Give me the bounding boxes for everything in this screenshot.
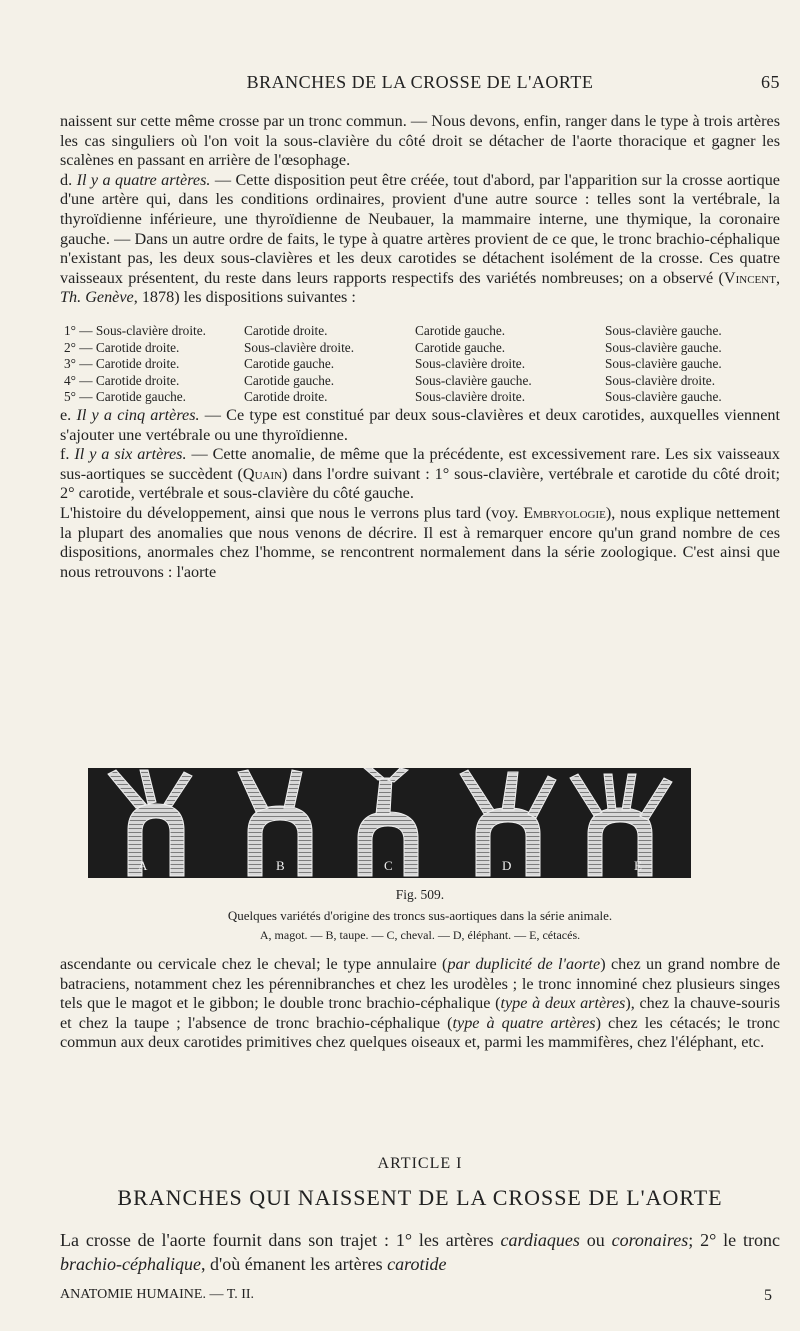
variation-row bbox=[64, 323, 784, 340]
after-figure-section bbox=[60, 955, 780, 1053]
final-text-1: La crosse de l'aorte fournit dans son trajet : 1° les artères bbox=[60, 1230, 501, 1250]
source-sep: , bbox=[775, 268, 780, 287]
intro-section bbox=[60, 112, 780, 308]
section-f-paragraph bbox=[60, 445, 780, 504]
after-fig-text-1: ascendante ou cervicale chez le cheval; le type annulaire ( bbox=[60, 955, 448, 973]
article-label: ARTICLE I bbox=[377, 1155, 463, 1172]
figure-label-a: A bbox=[138, 858, 148, 873]
aortic-arch-variants bbox=[88, 768, 691, 878]
after-fig-text-3: ), chez la chauve-souris et chez la taupe ; l'absence de tronc brachio-céphalique ( bbox=[60, 994, 781, 1032]
variation-cell: Sous-clavière droite. bbox=[415, 389, 526, 404]
section-f-text-2: ) dans l'ordre suivant : 1° sous-clavière, vertébrale et carotide du côté droit; 2° carotide, vertébrale et sous-clavière du côté gauche. bbox=[60, 464, 780, 503]
section-d-title: Il y a quatre artères. bbox=[76, 170, 211, 189]
variation-cell: Sous-clavière gauche. bbox=[605, 356, 722, 371]
section-f-letter: f. bbox=[60, 445, 70, 464]
variation-cell: Carotide gauche. bbox=[244, 356, 335, 371]
figure-label-b: B bbox=[276, 858, 285, 873]
final-text-3: ; 2° le tronc bbox=[688, 1230, 781, 1250]
running-head bbox=[60, 72, 780, 96]
section-e-text: — Ce type est constitué par deux sous-clavières et deux carotides, auxquelles viennent s'ajouter une vertébrale ou une thyroïdienne. bbox=[60, 406, 781, 444]
section-title: BRANCHES QUI NAISSENT DE LA CROSSE DE L'AORTE bbox=[117, 1185, 723, 1210]
variation-cell: 4° — Carotide droite. bbox=[64, 372, 180, 388]
variations-table bbox=[64, 323, 784, 406]
intro-paragraph: naissent sur cette même crosse par un tronc commun. — Nous devons, enfin, ranger dans le type à trois artères les cas singuliers où l'on voit la sous-clavière du côté droit se détacher de l'aorte thoracique et gagner les scalènes en passant en arrière de l'œsophage. bbox=[60, 112, 780, 170]
section-d-end: , 1878) les dispositions suivantes : bbox=[133, 288, 356, 307]
section-f-title: Il y a six artères. bbox=[74, 445, 187, 464]
after-fig-italic-1: par duplicité de l'aorte bbox=[447, 955, 601, 973]
section-e-letter: e. bbox=[60, 406, 72, 424]
figure-label-e: E bbox=[634, 858, 642, 873]
variation-cell: 5° — Carotide gauche. bbox=[64, 389, 186, 404]
author-vincent: Vincent bbox=[723, 268, 776, 287]
page-number: 65 bbox=[761, 72, 780, 92]
variation-cell: 1° — Sous-clavière droite. bbox=[64, 323, 206, 338]
final-text-2: ou bbox=[579, 1230, 612, 1250]
after-figure-paragraph bbox=[60, 955, 780, 1053]
term-coronaires: coronaires bbox=[611, 1230, 689, 1250]
variation-cell: Sous-clavière gauche. bbox=[415, 372, 532, 388]
variation-cell: Sous-clavière droite. bbox=[415, 356, 526, 371]
variation-cell: 3° — Carotide droite. bbox=[64, 356, 180, 371]
history-text-2: ), nous explique nettement la plupart des anomalies que nous venons de décrire. Il est à remarquer encore qu'un grand nombre de ces dispositions, anormales chez l'homme, se rencontrent normalement dans la série zoologique. C'est ainsi que nous retrouvons : l'aorte bbox=[60, 503, 780, 581]
variation-row bbox=[64, 356, 784, 373]
variation-cell: Sous-clavière gauche. bbox=[605, 339, 722, 355]
figure-509-illustration bbox=[88, 768, 691, 878]
variation-cell: Sous-clavière gauche. bbox=[605, 389, 722, 404]
variation-cell: Sous-clavière droite. bbox=[605, 372, 716, 388]
variation-cell: Carotide droite. bbox=[244, 323, 328, 338]
history-paragraph bbox=[60, 504, 780, 582]
variation-cell: Carotide gauche. bbox=[244, 372, 335, 388]
term-carotide: carotide bbox=[387, 1254, 447, 1274]
variation-cell: Sous-clavière droite. bbox=[244, 339, 355, 355]
final-section bbox=[60, 1228, 780, 1276]
figure-caption-text: Quelques variétés d'origine des troncs sus-aortiques dans la série animale. bbox=[227, 908, 613, 923]
figure-label-c: C bbox=[384, 858, 393, 873]
after-fig-italic-2: type à deux artères bbox=[500, 994, 626, 1013]
section-d-text: — Cette disposition peut être créée, tout d'abord, par l'apparition sur la crosse aortique d'une artère qui, dans les conditions ordinaires, provient d'une autre source : telles sont la vertébrale, la thyroïdienne inférieure, une thyroïdienne de Neubauer, la mammaire interne, une thymique, la coronaire gauche. — Dans un autre ordre de faits, le type à quatre artères provient de ce que, le tronc brachio-céphalique n'existant pas, les deux sous-clavières et les deux carotides se détachent isolément de la crosse. Ces quatre vaisseaux présentent, du reste dans leurs rapports respectifs des variétés nombreuses; on a observé ( bbox=[60, 170, 780, 287]
body-section-2 bbox=[60, 406, 780, 582]
variation-cell: Carotide droite. bbox=[244, 389, 328, 404]
running-title: BRANCHES DE LA CROSSE DE L'AORTE bbox=[246, 72, 594, 92]
section-f-text-1: — Cette anomalie, de même que la précédente, est excessivement rare. Les six vaisseaux sus-aortiques se succèdent ( bbox=[60, 445, 780, 483]
term-brachio-cephalique: brachio-céphalique bbox=[60, 1254, 201, 1274]
source-geneve: Th. Genève bbox=[60, 288, 134, 307]
section-e-paragraph bbox=[60, 406, 780, 445]
term-cardiaques: cardiaques bbox=[500, 1230, 580, 1250]
after-fig-text-4: ) chez les cétacés; le tronc commun aux deux carotides primitives chez quelques oiseaux et, parmi les mammifères, chez l'éléphant, etc. bbox=[60, 1013, 780, 1052]
section-d-paragraph bbox=[60, 171, 780, 308]
variation-cell: 2° — Carotide droite. bbox=[64, 339, 180, 355]
variation-row bbox=[64, 389, 784, 406]
variation-row bbox=[64, 340, 784, 357]
final-text-4: , d'où émanent les artères bbox=[200, 1254, 388, 1274]
embryology-reference: Embryologie bbox=[523, 503, 606, 522]
figure-number: Fig. 509. bbox=[395, 887, 445, 902]
signature-mark: 5 bbox=[764, 1287, 772, 1304]
history-text-1: L'histoire du développement, ainsi que nous le verrons plus tard (voy. bbox=[60, 503, 524, 522]
figure-legend: A, magot. — B, taupe. — C, cheval. — D, éléphant. — E, cétacés. bbox=[259, 928, 581, 942]
figure-caption bbox=[60, 886, 780, 944]
author-quain: Quain bbox=[242, 464, 283, 483]
variation-row bbox=[64, 373, 784, 390]
variation-cell: Sous-clavière gauche. bbox=[605, 323, 722, 338]
variation-cell: Carotide gauche. bbox=[415, 339, 506, 355]
after-fig-text-2: ) chez un grand nombre de batraciens, notamment chez les pérennibranches et chez les urodèles ; le tronc innominé chez plusieurs singes tels que le magot et le gibbon; le double tronc brachio-céphalique ( bbox=[60, 955, 781, 1013]
section-d-letter: d. bbox=[60, 170, 73, 189]
section-e-title: Il y a cinq artères. bbox=[76, 406, 200, 424]
book-title: ANATOMIE HUMAINE. — T. II. bbox=[60, 1287, 255, 1302]
after-fig-italic-3: type à quatre artères bbox=[452, 1013, 596, 1032]
final-paragraph bbox=[60, 1228, 780, 1276]
figure-label-d: D bbox=[502, 858, 512, 873]
page-footer bbox=[60, 1287, 780, 1303]
variation-cell: Carotide gauche. bbox=[415, 323, 506, 338]
